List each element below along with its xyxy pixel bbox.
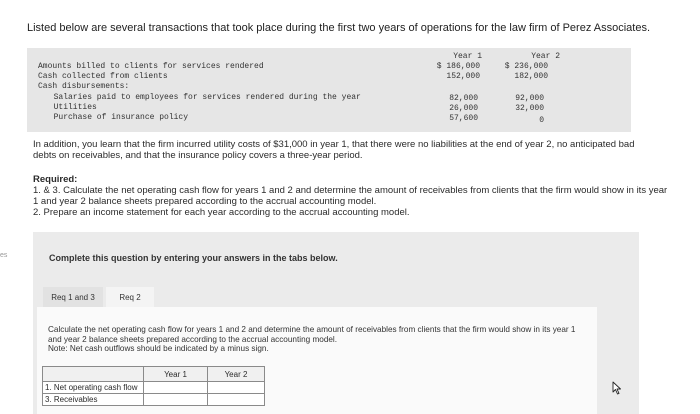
- pointer-hand-icon: [611, 381, 623, 400]
- required-title: Required:: [33, 174, 78, 185]
- transaction-label: Salaries paid to employees for services rendered during the year: [44, 93, 361, 102]
- receivables-year1-input[interactable]: [144, 394, 208, 406]
- transaction-value-year2: 0: [539, 116, 544, 125]
- transaction-label: Purchase of insurance policy: [44, 113, 189, 122]
- additional-info: In addition, you learn that the firm incurred utility costs of $31,000 in year 1, that there were no liabilities at the end of year 2, no anticipated bad debts on receivables, and that the insurance policy covers a three-year period.: [33, 139, 635, 161]
- transaction-label: Amounts billed to clients for services rendered: [38, 62, 264, 71]
- transaction-value-year1: $ 186,000: [436, 62, 480, 71]
- answer-header-year2: Year 2: [208, 367, 265, 382]
- answer-header-blank: [43, 367, 144, 382]
- answer-row-label: 1. Net operating cash flow: [43, 382, 144, 394]
- net-cash-flow-year1-input[interactable]: [144, 382, 208, 394]
- transaction-value-year2: $ 236,000: [504, 62, 548, 71]
- transaction-value-year2: 182,000: [514, 72, 548, 81]
- answer-table-header: [43, 367, 265, 382]
- transaction-value-year1: 57,600: [449, 114, 478, 123]
- required-section: [33, 174, 673, 218]
- tab-instruction: [48, 325, 588, 354]
- transaction-value-year2: 32,000: [515, 104, 544, 113]
- edge-label: es: [0, 252, 8, 259]
- required-item-2: 2. Prepare an income statement for each year according to the accrual accounting model.: [33, 207, 410, 218]
- tab-instruction-text: Calculate the net operating cash flow for years 1 and 2 and determine the amount of receivables from clients that the firm would show in its year 1 and year 2 balance sheets prepared according to the accrual accounting model.: [48, 325, 576, 344]
- transaction-value-year1: 82,000: [449, 94, 478, 103]
- complete-prompt: Complete this question by entering your answers in the tabs below.: [49, 253, 338, 263]
- table-row: [43, 394, 265, 406]
- answer-table: [42, 366, 265, 406]
- answer-row-label: 3. Receivables: [43, 394, 144, 406]
- net-cash-flow-year2-input[interactable]: [208, 382, 265, 394]
- receivables-year2-input[interactable]: [208, 394, 265, 406]
- transaction-label: Cash disbursements:: [38, 82, 130, 91]
- transaction-label: Utilities: [44, 103, 97, 112]
- table-row: [43, 382, 265, 394]
- tab-req-2[interactable]: Req 2: [106, 287, 154, 307]
- required-item-1-3: 1. & 3. Calculate the net operating cash flow for years 1 and 2 and determine the amount of receivables from clients that the firm would show in its year 1 and year 2 balance sheets prepared according to the accrual accounting model.: [33, 185, 668, 207]
- tab-req-1-and-3[interactable]: Req 1 and 3: [43, 287, 103, 307]
- tab-note: Note: Net cash outflows should be indicated by a minus sign.: [48, 344, 269, 353]
- intro-text: Listed below are several transactions that took place during the first two years of operations for the law firm of Perez Associates.: [27, 22, 651, 34]
- transaction-label: Cash collected from clients: [38, 72, 168, 81]
- col-header-year2: Year 2: [531, 52, 560, 61]
- transaction-value-year2: 92,000: [515, 94, 544, 103]
- col-header-year1: Year 1: [453, 52, 482, 61]
- transaction-value-year1: 152,000: [446, 72, 480, 81]
- transaction-value-year1: 26,000: [449, 104, 478, 113]
- answer-header-year1: Year 1: [144, 367, 208, 382]
